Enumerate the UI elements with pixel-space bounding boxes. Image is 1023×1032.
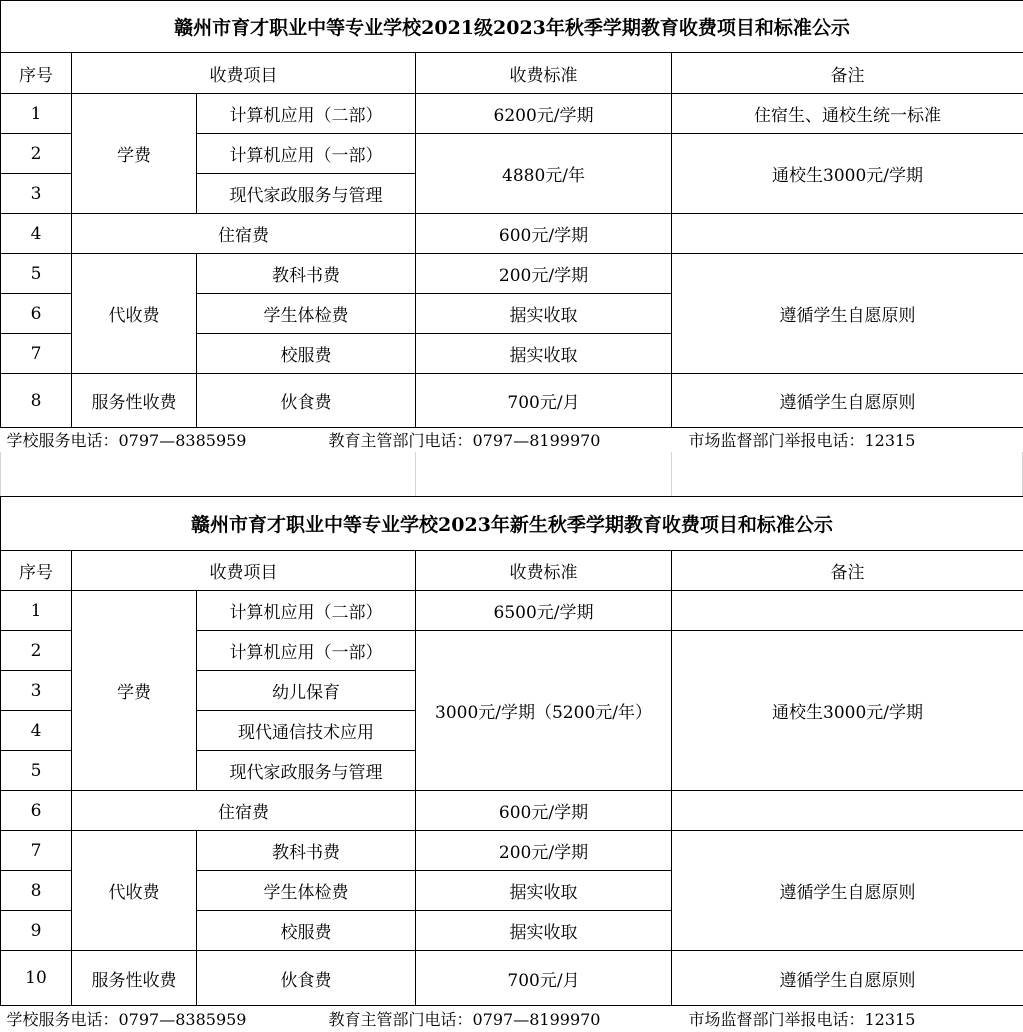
- row-standard: 6500元/学期: [416, 591, 672, 631]
- market-phone: 市场监督部门举报电话：12315: [688, 431, 916, 451]
- edu-phone: 教育主管部门电话：0797—8199970: [328, 431, 601, 451]
- row-item: 教科书费: [197, 831, 416, 871]
- header-no: 序号: [1, 551, 72, 591]
- row-no: 2: [1, 631, 72, 671]
- row-item: 计算机应用（一部）: [197, 134, 416, 174]
- row-note: 遵循学生自愿原则: [672, 254, 1023, 374]
- row-item: 校服费: [197, 911, 416, 951]
- row-standard: 据实收取: [416, 294, 672, 334]
- row-standard: 6200元/学期: [416, 94, 672, 134]
- row-item: 幼儿保育: [197, 671, 416, 711]
- row-item: 学生体检费: [197, 294, 416, 334]
- row-standard: 700元/月: [416, 951, 672, 1006]
- group-service: 服务性收费: [72, 951, 197, 1006]
- row-item: 计算机应用（一部）: [197, 631, 416, 671]
- row-standard: 据实收取: [416, 871, 672, 911]
- row-no: 1: [1, 94, 72, 134]
- group-tuition: 学费: [72, 94, 197, 214]
- row-standard: 600元/学期: [416, 791, 672, 831]
- row-note: 通校生3000元/学期: [672, 134, 1023, 214]
- row-standard: 据实收取: [416, 334, 672, 374]
- row-item: 伙食费: [197, 374, 416, 428]
- row-standard: 200元/学期: [416, 831, 672, 871]
- row-item: 现代家政服务与管理: [197, 751, 416, 791]
- fee-table-2023: [0, 496, 1023, 1031]
- group-dormitory: 住宿费: [72, 214, 416, 254]
- row-note: [672, 214, 1023, 254]
- group-service: 服务性收费: [72, 374, 197, 428]
- table-title: 赣州市育才职业中等专业学校2021级2023年秋季学期教育收费项目和标准公示: [1, 1, 1023, 53]
- row-note: [672, 791, 1023, 831]
- gridline: [415, 452, 416, 496]
- row-standard: 600元/学期: [416, 214, 672, 254]
- row-item: 学生体检费: [197, 871, 416, 911]
- row-no: 9: [1, 911, 72, 951]
- row-no: 4: [1, 214, 72, 254]
- gridline: [671, 452, 672, 496]
- header-item: 收费项目: [72, 53, 416, 94]
- footer-phones: [1, 1006, 1023, 1031]
- footer-phones: [1, 428, 1023, 452]
- row-no: 7: [1, 831, 72, 871]
- header-item: 收费项目: [72, 551, 416, 591]
- row-item: 教科书费: [197, 254, 416, 294]
- header-standard: 收费标准: [416, 53, 672, 94]
- group-dormitory: 住宿费: [72, 791, 416, 831]
- row-note: 遵循学生自愿原则: [672, 374, 1023, 428]
- row-no: 5: [1, 751, 72, 791]
- group-tuition: 学费: [72, 591, 197, 791]
- header-note: 备注: [672, 53, 1023, 94]
- row-item: 现代通信技术应用: [197, 711, 416, 751]
- school-phone: 学校服务电话：0797—8385959: [6, 1009, 247, 1029]
- row-note: [672, 591, 1023, 631]
- table-title: 赣州市育才职业中等专业学校2023年新生秋季学期教育收费项目和标准公示: [1, 497, 1023, 551]
- row-no: 8: [1, 374, 72, 428]
- row-standard: 3000元/学期（5200元/年）: [416, 631, 672, 791]
- row-item: 现代家政服务与管理: [197, 174, 416, 214]
- header-standard: 收费标准: [416, 551, 672, 591]
- row-no: 5: [1, 254, 72, 294]
- row-no: 3: [1, 174, 72, 214]
- row-no: 10: [1, 951, 72, 1006]
- row-item: 校服费: [197, 334, 416, 374]
- row-no: 1: [1, 591, 72, 631]
- row-standard: 据实收取: [416, 911, 672, 951]
- market-phone: 市场监督部门举报电话：12315: [688, 1009, 916, 1029]
- row-no: 7: [1, 334, 72, 374]
- row-no: 4: [1, 711, 72, 751]
- row-no: 6: [1, 791, 72, 831]
- row-item: 计算机应用（二部）: [197, 591, 416, 631]
- fee-table-2021: [0, 0, 1023, 452]
- row-item: 伙食费: [197, 951, 416, 1006]
- school-phone: 学校服务电话：0797—8385959: [6, 431, 247, 451]
- row-no: 6: [1, 294, 72, 334]
- row-item: 计算机应用（二部）: [197, 94, 416, 134]
- row-no: 8: [1, 871, 72, 911]
- row-standard: 4880元/年: [416, 134, 672, 214]
- edu-phone: 教育主管部门电话：0797—8199970: [328, 1009, 601, 1029]
- row-no: 2: [1, 134, 72, 174]
- header-note: 备注: [672, 551, 1023, 591]
- row-note: 住宿生、通校生统一标准: [672, 94, 1023, 134]
- row-standard: 700元/月: [416, 374, 672, 428]
- group-agency: 代收费: [72, 254, 197, 374]
- row-standard: 200元/学期: [416, 254, 672, 294]
- group-agency: 代收费: [72, 831, 197, 951]
- row-note: 通校生3000元/学期: [672, 631, 1023, 791]
- row-note: 遵循学生自愿原则: [672, 831, 1023, 951]
- gridline: [0, 452, 1, 496]
- row-note: 遵循学生自愿原则: [672, 951, 1023, 1006]
- row-no: 3: [1, 671, 72, 711]
- header-no: 序号: [1, 53, 72, 94]
